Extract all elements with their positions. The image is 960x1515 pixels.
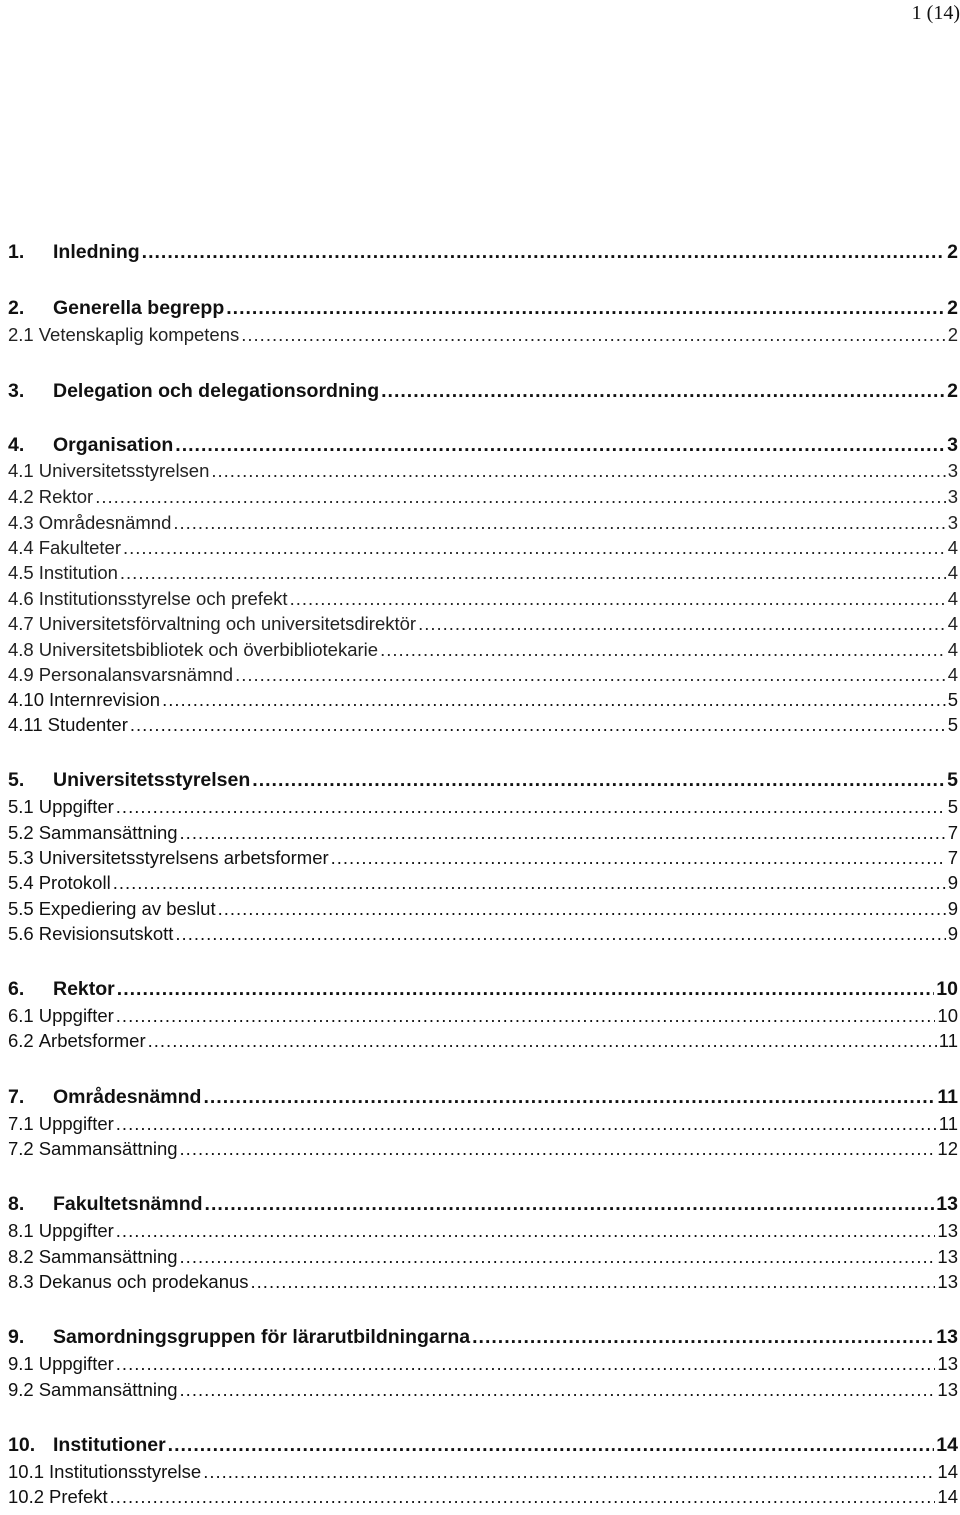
toc-number: 8.1 <box>8 1220 34 1241</box>
toc-number: 8.3 <box>8 1271 34 1292</box>
toc-subheading[interactable] <box>8 1459 958 1483</box>
toc-title: Vetenskaplig kompetens <box>38 324 240 345</box>
toc-page-number: 7 <box>947 847 958 868</box>
toc-number: 7.2 <box>8 1138 34 1159</box>
toc-dot-leader <box>180 1246 936 1268</box>
toc-title: Dekanus och prodekanus <box>38 1271 249 1292</box>
toc-subheading[interactable] <box>8 637 958 661</box>
toc-title: Uppgifter <box>38 1005 114 1026</box>
toc-number: 4.7 <box>8 613 34 634</box>
toc-dot-leader <box>180 1379 936 1401</box>
toc-dot-leader <box>205 1193 935 1216</box>
toc-number: 2.1 <box>8 324 34 345</box>
toc-dot-leader <box>95 486 945 508</box>
toc-title: Rektor <box>53 978 115 1000</box>
toc-dot-leader <box>116 1113 937 1135</box>
toc-dot-leader <box>331 847 946 869</box>
toc-dot-leader <box>110 1486 936 1508</box>
toc-page-number: 13 <box>936 1326 958 1348</box>
toc-title: Internrevision <box>49 689 161 710</box>
toc-dot-leader <box>203 1461 935 1483</box>
toc-page-number: 2 <box>947 297 958 319</box>
toc-dot-leader <box>173 512 945 534</box>
toc-dot-leader <box>226 297 945 320</box>
toc-page-number: 13 <box>937 1246 958 1267</box>
toc-subheading[interactable] <box>8 535 958 559</box>
toc-title: Områdesnämnd <box>53 1086 202 1108</box>
toc-number: 6.1 <box>8 1005 34 1026</box>
toc-number: 10.1 <box>8 1461 45 1482</box>
toc-page-number: 13 <box>937 1379 958 1400</box>
toc-subheading[interactable] <box>8 921 958 945</box>
toc-number: 5.3 <box>8 847 34 868</box>
toc-title: Protokoll <box>38 872 111 893</box>
toc-number: 3. <box>8 380 25 402</box>
toc-number: 4.4 <box>8 537 34 558</box>
toc-page-number: 3 <box>947 512 958 533</box>
toc-page-number: 13 <box>937 1353 958 1374</box>
toc-dot-leader <box>211 460 945 482</box>
toc-number: 4.5 <box>8 562 34 583</box>
toc-page-number: 12 <box>937 1138 958 1159</box>
toc-dot-leader <box>418 613 946 635</box>
toc-title: Universitetsstyrelsen <box>53 769 251 791</box>
toc-title: Universitetsstyrelsen <box>38 460 210 481</box>
toc-dot-leader <box>241 324 945 346</box>
toc-page-number: 10 <box>936 978 958 1000</box>
toc-dot-leader <box>175 434 945 457</box>
toc-subheading[interactable] <box>8 560 958 584</box>
toc-subheading[interactable] <box>8 1111 958 1135</box>
toc-subheading[interactable] <box>8 662 958 686</box>
toc-title: Universitetsstyrelsens arbetsformer <box>38 847 329 868</box>
toc-dot-leader <box>180 1138 936 1160</box>
toc-title: Sammansättning <box>38 1138 178 1159</box>
toc-number: 5.5 <box>8 898 34 919</box>
toc-number: 7.1 <box>8 1113 34 1134</box>
toc-number: 4.6 <box>8 588 34 609</box>
toc-subheading[interactable] <box>8 845 958 869</box>
toc-title: Institutioner <box>53 1434 166 1456</box>
toc-page-number: 11 <box>937 1086 958 1108</box>
toc-subheading[interactable] <box>8 870 958 894</box>
toc-page-number: 14 <box>937 1486 958 1507</box>
toc-dot-leader <box>168 1434 935 1457</box>
toc-page-number: 11 <box>938 1030 958 1051</box>
toc-dot-leader <box>120 562 946 584</box>
toc-title: Prefekt <box>49 1486 108 1507</box>
toc-dot-leader <box>251 1271 936 1293</box>
toc-number: 4.10 <box>8 689 45 710</box>
toc-number: 8.2 <box>8 1246 34 1267</box>
toc-dot-leader <box>116 1005 936 1027</box>
toc-page-number: 4 <box>947 588 958 609</box>
toc-title: Institutionsstyrelse och prefekt <box>38 588 288 609</box>
toc-number: 6. <box>8 978 25 1000</box>
toc-page-number: 3 <box>947 434 958 456</box>
toc-heading[interactable] <box>8 433 958 457</box>
toc-number: 8. <box>8 1193 25 1215</box>
toc-subheading[interactable] <box>8 322 958 346</box>
toc-page-number: 9 <box>947 923 958 944</box>
toc-title: Fakultetsnämnd <box>53 1193 203 1215</box>
toc-number: 9.1 <box>8 1353 34 1374</box>
toc-page-number: 3 <box>947 486 958 507</box>
toc-subheading[interactable] <box>8 1218 958 1242</box>
toc-title: Universitetsförvaltning och universitetsdirektör <box>38 613 417 634</box>
toc-number: 1. <box>8 241 25 263</box>
toc-page-number: 4 <box>947 664 958 685</box>
toc-number: 2. <box>8 297 25 319</box>
toc-subheading[interactable] <box>8 1003 958 1027</box>
toc-dot-leader <box>180 822 946 844</box>
toc-page-number: 10 <box>937 1005 958 1026</box>
toc-number: 5.4 <box>8 872 34 893</box>
toc-subheading[interactable] <box>8 586 958 610</box>
toc-page-number: 14 <box>936 1434 958 1456</box>
toc-subheading[interactable] <box>8 1484 958 1508</box>
toc-number: 4.9 <box>8 664 34 685</box>
toc-number: 10.2 <box>8 1486 45 1507</box>
toc-number: 5.2 <box>8 822 34 843</box>
toc-subheading[interactable] <box>8 820 958 844</box>
toc-title: Uppgifter <box>38 1220 114 1241</box>
toc-title: Personalansvarsnämnd <box>38 664 234 685</box>
toc-subheading[interactable] <box>8 510 958 534</box>
toc-dot-leader <box>472 1326 934 1349</box>
toc-dot-leader <box>117 978 935 1001</box>
toc-heading[interactable] <box>8 240 958 264</box>
toc-dot-leader <box>148 1030 937 1052</box>
toc-dot-leader <box>116 1353 936 1375</box>
toc-page-number: 13 <box>936 1193 958 1215</box>
toc-dot-leader <box>203 1086 935 1109</box>
toc-number: 4.3 <box>8 512 34 533</box>
toc-page-number: 4 <box>947 562 958 583</box>
toc-page-number: 4 <box>947 613 958 634</box>
toc-title: Rektor <box>38 486 94 507</box>
toc-number: 6.2 <box>8 1030 34 1051</box>
toc-subheading[interactable] <box>8 611 958 635</box>
toc-number: 4.11 <box>8 714 43 735</box>
toc-dot-leader <box>123 537 946 559</box>
toc-heading[interactable] <box>8 768 958 792</box>
toc-heading[interactable] <box>8 379 958 403</box>
toc-dot-leader <box>252 769 945 792</box>
toc-heading[interactable] <box>8 1085 958 1109</box>
toc-title: Studenter <box>47 714 128 735</box>
toc-title: Institutionsstyrelse <box>49 1461 202 1482</box>
toc-subheading[interactable] <box>8 1351 958 1375</box>
toc-number: 5.6 <box>8 923 34 944</box>
toc-title: Uppgifter <box>38 1113 114 1134</box>
toc-dot-leader <box>290 588 946 610</box>
toc-number: 4.8 <box>8 639 34 660</box>
toc-dot-leader <box>380 639 946 661</box>
toc-page-number: 5 <box>947 714 958 735</box>
toc-page-number: 9 <box>947 872 958 893</box>
toc-subheading[interactable] <box>8 712 958 736</box>
toc-subheading[interactable] <box>8 458 958 482</box>
toc-number: 9. <box>8 1326 25 1348</box>
toc-page-number: 7 <box>947 822 958 843</box>
toc-page-number: 9 <box>947 898 958 919</box>
toc-number: 10. <box>8 1434 36 1456</box>
toc-subheading[interactable] <box>8 1028 958 1052</box>
toc-page-number: 4 <box>947 639 958 660</box>
toc-title: Organisation <box>53 434 174 456</box>
toc-title: Delegation och delegationsordning <box>53 380 380 402</box>
toc-title: Institution <box>38 562 118 583</box>
toc-page-number: 14 <box>937 1461 958 1482</box>
toc-page-number: 2 <box>947 324 958 345</box>
toc-page-number: 4 <box>947 537 958 558</box>
toc-title: Generella begrepp <box>53 297 225 319</box>
toc-heading[interactable] <box>8 977 958 1001</box>
toc-number: 7. <box>8 1086 25 1108</box>
toc-heading[interactable] <box>8 1433 958 1457</box>
toc-subheading[interactable] <box>8 1377 958 1401</box>
toc-subheading[interactable] <box>8 1244 958 1268</box>
toc-dot-leader <box>381 380 945 403</box>
toc-dot-leader <box>235 664 946 686</box>
toc-title: Expediering av beslut <box>38 898 216 919</box>
toc-page-number: 2 <box>947 380 958 402</box>
toc-title: Sammansättning <box>38 1379 178 1400</box>
toc-title: Uppgifter <box>38 796 114 817</box>
toc-page-number: 11 <box>938 1113 958 1134</box>
toc-page-number: 5 <box>947 769 958 791</box>
toc-heading[interactable] <box>8 1325 958 1349</box>
toc-number: 4. <box>8 434 25 456</box>
toc-title: Sammansättning <box>38 1246 178 1267</box>
toc-title: Områdesnämnd <box>38 512 172 533</box>
toc-dot-leader <box>218 898 946 920</box>
toc-heading[interactable] <box>8 1192 958 1216</box>
toc-number: 5.1 <box>8 796 34 817</box>
toc-title: Inledning <box>53 241 140 263</box>
toc-title: Samordningsgruppen för lärarutbildningarna <box>53 1326 471 1348</box>
toc-dot-leader <box>162 689 946 711</box>
toc-number: 9.2 <box>8 1379 34 1400</box>
page-number: 1 (14) <box>911 2 960 24</box>
toc-page-number: 3 <box>947 460 958 481</box>
toc-subheading[interactable] <box>8 687 958 711</box>
toc-title: Universitetsbibliotek och överbibliotekarie <box>38 639 379 660</box>
toc-title: Revisionsutskott <box>38 923 174 944</box>
toc-title: Sammansättning <box>38 822 178 843</box>
toc-subheading[interactable] <box>8 896 958 920</box>
toc-number: 4.1 <box>8 460 34 481</box>
toc-title: Fakulteter <box>38 537 121 558</box>
toc-subheading[interactable] <box>8 1269 958 1293</box>
toc-heading[interactable] <box>8 296 958 320</box>
toc-page-number: 13 <box>937 1271 958 1292</box>
toc-title: Arbetsformer <box>38 1030 146 1051</box>
toc-number: 4.2 <box>8 486 34 507</box>
toc-page-number: 5 <box>947 796 958 817</box>
toc-dot-leader <box>142 241 945 264</box>
toc-number: 5. <box>8 769 25 791</box>
toc-subheading[interactable] <box>8 794 958 818</box>
toc-dot-leader <box>113 872 946 894</box>
toc-title: Uppgifter <box>38 1353 114 1374</box>
toc-page-number: 5 <box>947 689 958 710</box>
toc-subheading[interactable] <box>8 1136 958 1160</box>
toc-subheading[interactable] <box>8 484 958 508</box>
toc-dot-leader <box>175 923 945 945</box>
toc-dot-leader <box>130 714 946 736</box>
toc-page-number: 2 <box>947 241 958 263</box>
toc-dot-leader <box>116 796 946 818</box>
toc-dot-leader <box>116 1220 936 1242</box>
toc-page-number: 13 <box>937 1220 958 1241</box>
